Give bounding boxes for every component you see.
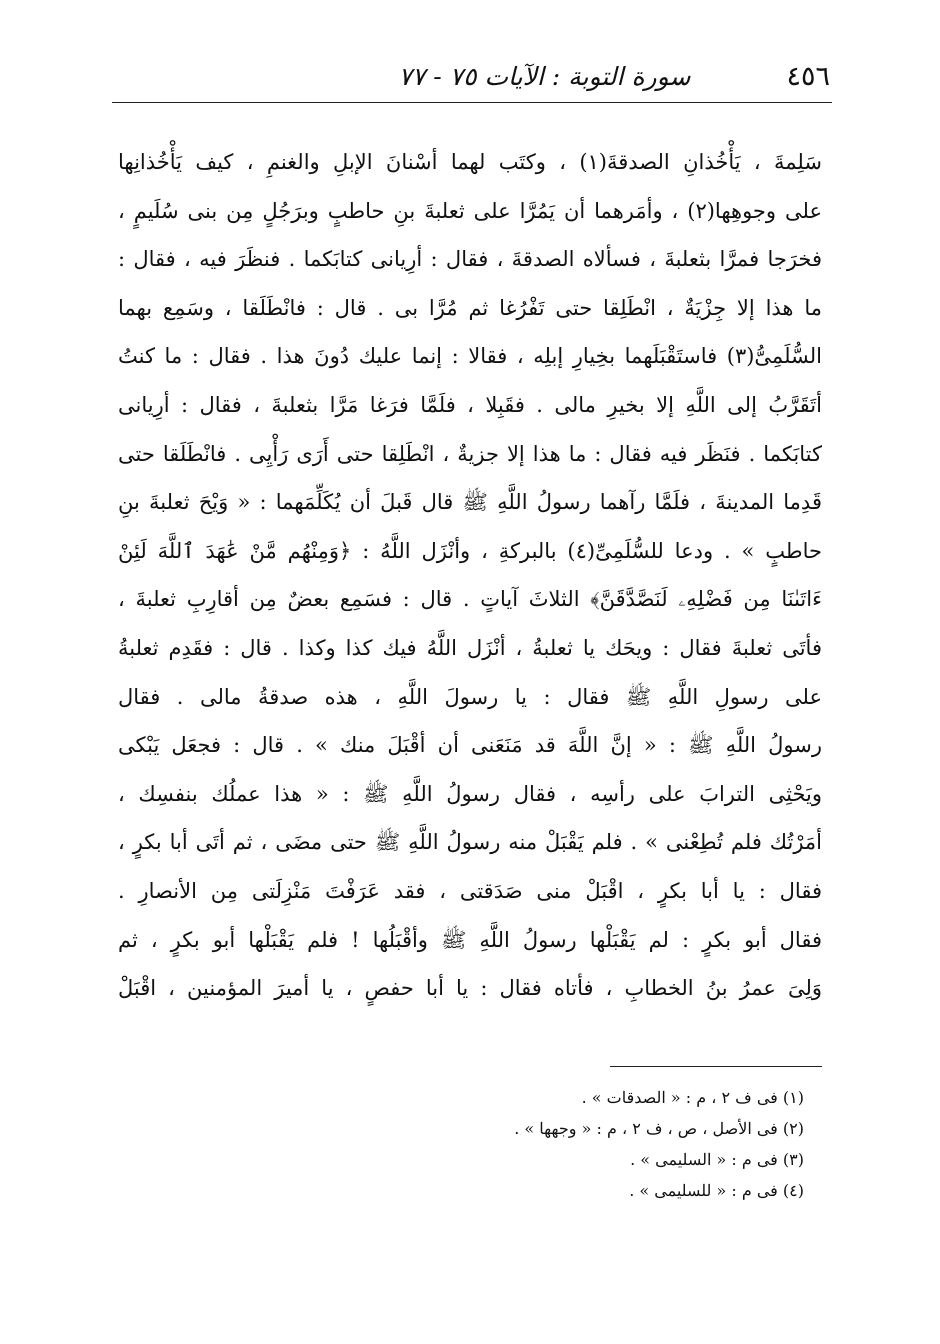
text-line: أتَقَرَّبُ إلى اللَّهِ إلا بخيرِ مالى . فقَبِلا ، فلَمَّا فرَغا مَرَّا بثعلبةَ ، فقال : أرِيانى (118, 392, 822, 417)
text-line: رسولُ اللَّهِ ﷺ : « إنَّ اللَّهَ قد مَنَعَنى أن أقْبَلَ منك » . قال : فجعَل يَبْكى (118, 733, 822, 758)
running-head (130, 56, 830, 96)
text-line: أمَرْتُك فلم تُطِعْنى » . فلم يَقْبَلْ منه رسولُ اللَّهِ ﷺ حتى مضَى ، ثم أتَى أبا بكرٍ ، (118, 830, 822, 855)
footnote-3: (٣) فى م : « السليمى » . (630, 1150, 804, 1169)
text-line: فأتَى ثعلبةَ فقال : ويحَك يا ثعلبةُ ، أنْزَل اللَّهُ فيك كذا وكذا . قال : فقَدِم ثعلبةُ (118, 635, 822, 660)
text-line: قَدِما المدينةَ ، فلَمَّا رآهما رسولُ اللَّهِ ﷺ قال قَبلَ أن يُكَلِّمَهما : « وَيْحَ ثعلبةَ بنِ (118, 490, 822, 515)
text-line: كتابَكما . فنَظَر فيه فقال : ما هذا إلا جزيةٌ ، انْطَلِقا حتى أَرَى رَأْيِى . فانْطَلَقا حتى (118, 441, 822, 466)
text-line: فخرَجا فمرَّا بثعلبةَ ، فسألاه الصدقةَ ، فقال : أرِيانى كتابَكما . فنظَرَ فيه ، فقال : (118, 247, 822, 272)
header-divider (112, 102, 832, 103)
text-line: حاطبٍ » . ودعا للسُّلَمِىِّ(٤) بالبركةِ ، وأنْزَل اللَّهُ : ﴿وَمِنْهُم مَّنْ عَٰهَدَ ٱللَّهَ لَئِنْ (118, 538, 822, 563)
text-line: وَلِىَ عمرُ بنُ الخطابِ ، فأتاه فقال : يا أبا حفصٍ ، يا أميرَ المؤمنين ، اقْبَلْ (118, 976, 822, 1001)
text-line: فقال أبو بكرٍ : لم يَقْبَلْها رسولُ اللَّهِ ﷺ وأقْبَلُها ! فلم يَقْبَلْها أبو بكرٍ ، ثم (118, 927, 822, 952)
footnote-1: (١) فى ف ٢ ، م : « الصدقات » . (581, 1088, 804, 1107)
footnote-4: (٤) فى م : « للسليمى » . (629, 1181, 804, 1200)
text-line: فقال : يا أبا بكرٍ ، اقْبَلْ منى صَدَقتى ، فقد عَرَفْتَ مَنْزِلَتى مِن الأنصارِ . (118, 878, 822, 903)
main-text (118, 138, 822, 1013)
text-line: على وجوهِها(٢) ، وأمَرهما أن يَمُرَّا على ثعلبةَ بنِ حاطبٍ وبرَجُلٍ مِن بنى سُلَيمٍ ، (118, 198, 822, 223)
text-line: سَلِمةَ ، يَأْخُذانِ الصدقةَ(١) ، وكتَب لهما أسْنانَ الإبلِ والغنمِ ، كيف يَأْخُذانِها (118, 150, 822, 174)
text-line: ويَحْثِى الترابَ على رأسِه ، فقال رسولُ اللَّهِ ﷺ : « هذا عملُك بنفسِك ، (118, 781, 822, 806)
text-line: ما هذا إلا جِزْيَةٌ ، انْطَلِقا حتى تَفْرُغا ثم مُرَّا بى . قال : فانْطَلَقا ، وسَمِع بهما (118, 295, 822, 320)
footnotes (300, 1082, 804, 1206)
running-title: سورة التوبة : الآيات ٧٥ - ٧٧ (398, 61, 691, 91)
page-number: ٤٥٦ (786, 60, 830, 92)
text-line: السُّلَمِىُّ(٣) فاستَقْبَلَهما بخِيارِ إبلِه ، فقالا : إنما عليك دُونَ هذا . فقال : ما كنتُ (118, 344, 822, 369)
text-line: ءَاتَىٰنَا مِن فَضْلِهِۦ لَنَصَّدَّقَنَّ﴾ الثلاثَ آياتٍ . قال : فسَمِع بعضٌ مِن أقارِبِ ثعلبةَ ، (118, 587, 822, 612)
footnote-2: (٢) فى الأصل ، ص ، ف ٢ ، م : « وجهها » . (514, 1119, 804, 1138)
text-line: على رسولِ اللَّهِ ﷺ فقال : يا رسولَ اللَّهِ ، هذه صدقةُ مالى . فقال (118, 684, 822, 709)
footnote-divider (610, 1066, 822, 1067)
